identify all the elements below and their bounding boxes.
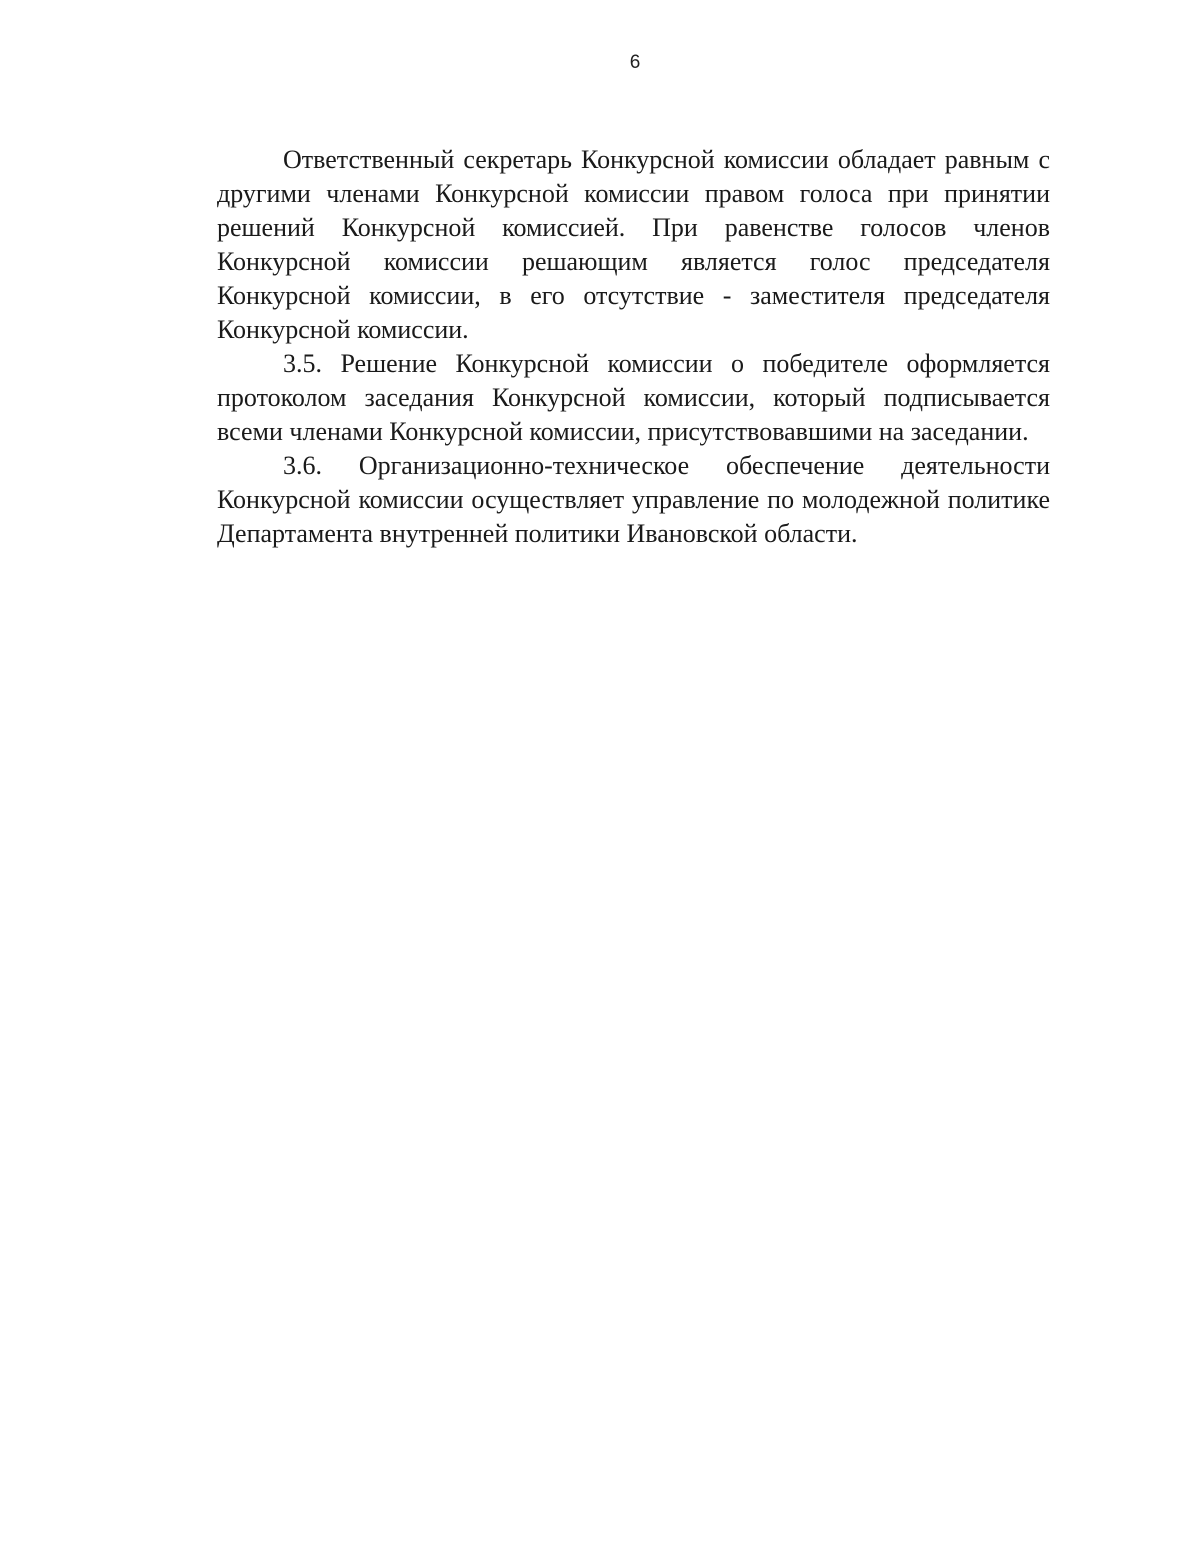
paragraph-text: Ответственный секретарь Конкурсной комиссии обладает равным с другими членами Конкурсной комиссии правом голоса при принятии решений Конкурсной комиссией. При равенстве голосов членов Конкурсной комиссии решающим является голос председателя Конкурсной комиссии, в его отсутствие - заместителя председателя Конкурсной комиссии. [217, 145, 1050, 344]
paragraph-number: 3.6. [283, 451, 322, 480]
paragraph-number: 3.5. [283, 349, 322, 378]
paragraph-secretary-vote [217, 143, 1050, 347]
page-number: 6 [629, 52, 641, 73]
paragraph-text: Организационно-техническое обеспечение деятельности Конкурсной комиссии осуществляет управление по молодежной политике Департамента внутренней политики Ивановской области. [217, 451, 1051, 548]
paragraph-3-5 [217, 347, 1050, 449]
paragraph-3-6 [217, 449, 1050, 551]
paragraph-text: Решение Конкурсной комиссии о победителе оформляется протоколом заседания Конкурсной комиссии, который подписывается всеми членами Конкурсной комиссии, присутствовавшими на заседании. [217, 349, 1050, 446]
document-body [217, 143, 1050, 551]
